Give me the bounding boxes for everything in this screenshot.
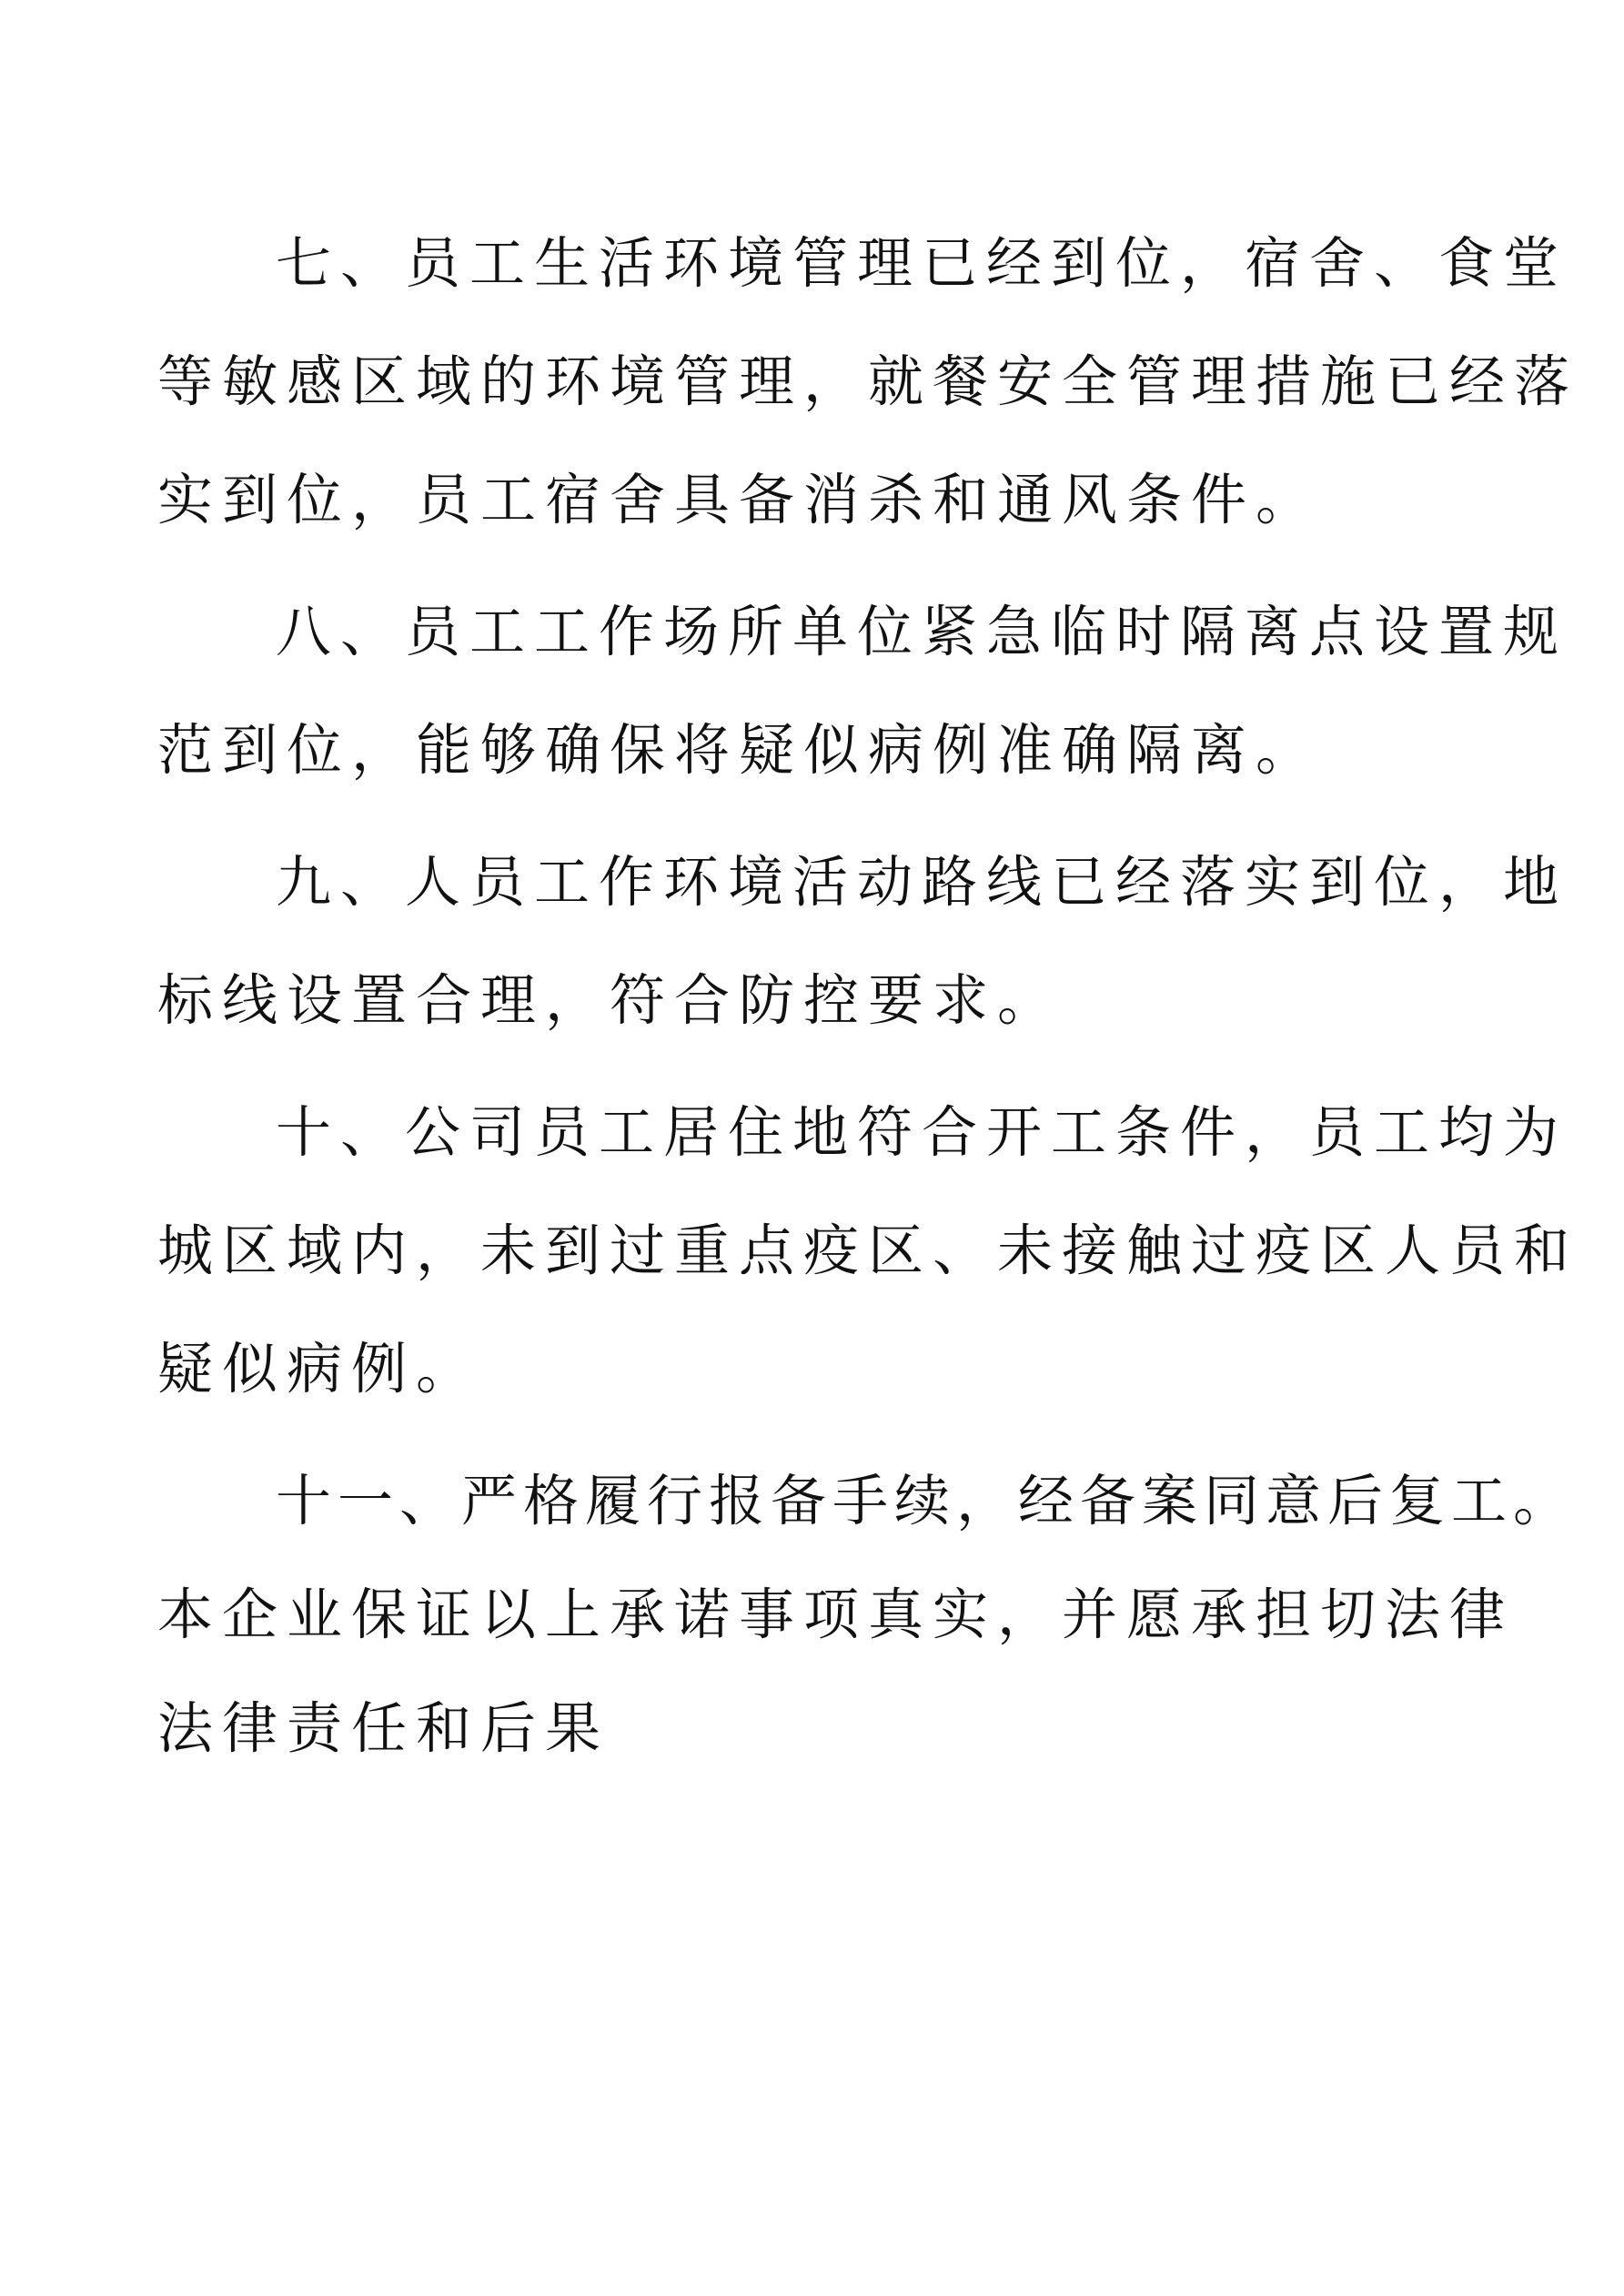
paragraph-9-line-2: 标线设置合理，符合防控要求。	[157, 968, 1063, 1033]
paragraph-10-line-2: 城区域内，未到过重点疫区、未接触过疫区人员和	[157, 1219, 1579, 1283]
paragraph-11-line-2: 本企业保证以上承诺事项真实，并愿承担切法律	[157, 1583, 1515, 1647]
paragraph-7-line-2: 等敏感区域的环境管理，就餐安全管理措施已经落	[157, 349, 1579, 414]
paragraph-11-line-1: 十一、严格履行报备手续，经备案同意后复工。	[276, 1469, 1576, 1533]
paragraph-8-line-2: 范到位，能够确保将疑似病例准确隔离。	[157, 718, 1321, 783]
paragraph-8-line-1: 八、员工工作场所单位紧急临时隔离点设置规	[276, 600, 1569, 664]
paragraph-10-line-1: 十、公司员工居住地符合开工条件，员工均为	[276, 1100, 1569, 1165]
paragraph-7-line-1: 七、员工生活环境管理已经到位，宿舍、食堂	[276, 231, 1569, 296]
paragraph-9-line-1: 九、人员工作环境活动路线已经落实到位，地	[276, 850, 1569, 915]
paragraph-11-line-3: 法律责任和后果	[157, 1696, 610, 1761]
paragraph-7-line-3: 实到位，员工宿舍具备消杀和通风条件。	[157, 468, 1321, 532]
paragraph-10-line-3: 疑似病例。	[157, 1337, 481, 1401]
